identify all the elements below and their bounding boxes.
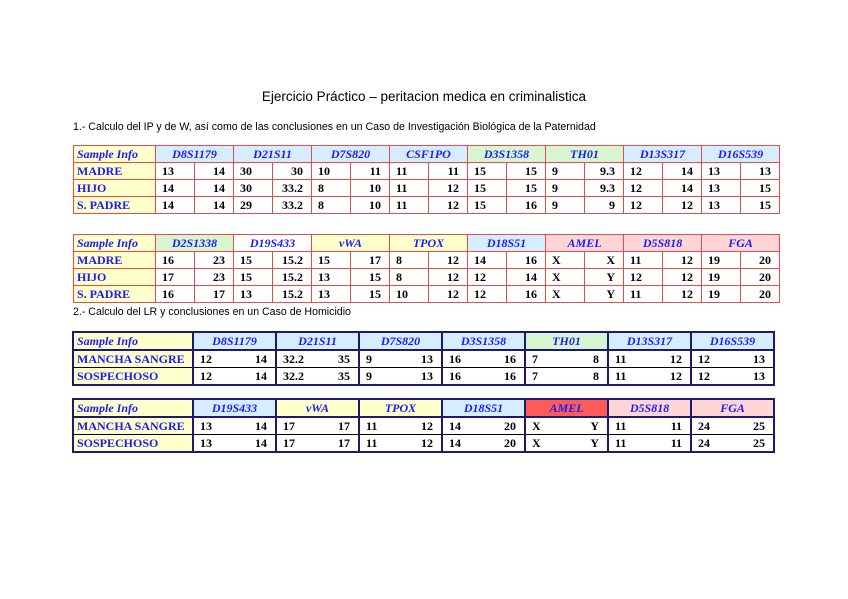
allele-value: 11 xyxy=(390,163,429,180)
allele-value: 12 xyxy=(663,252,702,269)
allele-value: 12 xyxy=(663,197,702,214)
allele-value: 20 xyxy=(484,435,526,453)
allele-value: 17 xyxy=(156,269,195,286)
allele-value: 16 xyxy=(442,368,484,386)
allele-value: 15.2 xyxy=(273,286,312,303)
allele-value: 20 xyxy=(741,252,780,269)
allele-value: 15 xyxy=(507,163,546,180)
allele-value: 12 xyxy=(663,269,702,286)
allele-value: 17 xyxy=(195,286,234,303)
allele-value: 15 xyxy=(351,269,390,286)
locus-header: D5S818 xyxy=(624,235,702,252)
allele-value: 11 xyxy=(608,417,650,435)
sample-label: HIJO xyxy=(74,180,156,197)
allele-value: 12 xyxy=(193,368,235,386)
allele-value: 12 xyxy=(650,350,692,368)
allele-value: 19 xyxy=(702,252,741,269)
allele-value: 19 xyxy=(702,286,741,303)
allele-value: 15 xyxy=(468,197,507,214)
allele-value: 14 xyxy=(468,252,507,269)
allele-value: 16 xyxy=(507,286,546,303)
locus-header: AMEL xyxy=(546,235,624,252)
sample-info-header: Sample Info xyxy=(74,146,156,163)
allele-value: 9 xyxy=(546,163,585,180)
locus-header: FGA xyxy=(691,399,774,417)
allele-value: 12 xyxy=(429,269,468,286)
table-header-row xyxy=(73,399,774,417)
locus-header: vWA xyxy=(312,235,390,252)
allele-value: 16 xyxy=(442,350,484,368)
allele-value: 14 xyxy=(195,163,234,180)
allele-value: 12 xyxy=(429,180,468,197)
allele-value: 8 xyxy=(312,197,351,214)
sample-label: S. PADRE xyxy=(74,286,156,303)
allele-value: 12 xyxy=(193,350,235,368)
allele-value: 15 xyxy=(351,286,390,303)
allele-value: 23 xyxy=(195,252,234,269)
allele-value: 9.3 xyxy=(585,180,624,197)
allele-value: 15.2 xyxy=(273,269,312,286)
allele-value: 35 xyxy=(318,350,360,368)
page-title: Ejercicio Práctico – peritacion medica en criminalistica xyxy=(261,89,587,104)
allele-value: 13 xyxy=(702,197,741,214)
allele-value: 19 xyxy=(702,269,741,286)
sample-label: SOSPECHOSO xyxy=(73,368,193,386)
sample-label: MANCHA SANGRE xyxy=(73,350,193,368)
allele-value: 13 xyxy=(193,435,235,453)
allele-value: 14 xyxy=(663,163,702,180)
allele-value: 16 xyxy=(484,350,526,368)
allele-value: 7 xyxy=(525,350,567,368)
locus-header: D18S51 xyxy=(442,399,525,417)
allele-value: 12 xyxy=(429,286,468,303)
allele-value: 12 xyxy=(401,435,443,453)
allele-value: 15 xyxy=(468,180,507,197)
allele-value: 16 xyxy=(507,252,546,269)
allele-value: 10 xyxy=(351,180,390,197)
locus-header: D5S818 xyxy=(608,399,691,417)
locus-header: D8S1179 xyxy=(156,146,234,163)
locus-header: D19S433 xyxy=(193,399,276,417)
sample-label: MADRE xyxy=(74,163,156,180)
allele-value: 7 xyxy=(525,368,567,386)
allele-value: 24 xyxy=(691,417,733,435)
allele-value: 20 xyxy=(741,286,780,303)
allele-value: 14 xyxy=(235,435,277,453)
allele-value: X xyxy=(525,435,567,453)
allele-value: 30 xyxy=(234,163,273,180)
allele-value: 25 xyxy=(733,417,775,435)
allele-value: 15 xyxy=(741,197,780,214)
allele-value: 16 xyxy=(156,252,195,269)
sample-label: MANCHA SANGRE xyxy=(73,417,193,435)
allele-value: 8 xyxy=(390,252,429,269)
allele-value: 9 xyxy=(359,350,401,368)
allele-value: 15 xyxy=(234,252,273,269)
allele-value: 9 xyxy=(359,368,401,386)
allele-value: 8 xyxy=(567,350,609,368)
allele-value: 8 xyxy=(312,180,351,197)
sample-info-header: Sample Info xyxy=(73,399,193,417)
allele-value: 15 xyxy=(234,269,273,286)
allele-value: 12 xyxy=(650,368,692,386)
locus-header: AMEL xyxy=(525,399,608,417)
locus-header: D13S317 xyxy=(624,146,702,163)
locus-header: D3S1358 xyxy=(468,146,546,163)
homicide-table-1 xyxy=(72,331,775,386)
section-1-heading: 1.- Calculo del IP y de W, así como de las conclusiones en un Caso de Investigación Biológica de la Paternidad xyxy=(73,121,596,133)
allele-value: 14 xyxy=(663,180,702,197)
locus-header: D7S820 xyxy=(312,146,390,163)
allele-value: 12 xyxy=(663,286,702,303)
allele-value: 17 xyxy=(351,252,390,269)
locus-header: D8S1179 xyxy=(193,332,276,350)
allele-value: 30 xyxy=(234,180,273,197)
locus-header: D21S11 xyxy=(276,332,359,350)
allele-value: 12 xyxy=(624,163,663,180)
paternity-table-1 xyxy=(73,145,780,214)
allele-value: 9.3 xyxy=(585,163,624,180)
locus-header: D16S539 xyxy=(691,332,774,350)
allele-value: 17 xyxy=(276,435,318,453)
allele-value: 16 xyxy=(156,286,195,303)
sample-label: S. PADRE xyxy=(74,197,156,214)
allele-value: 13 xyxy=(193,417,235,435)
allele-value: 13 xyxy=(733,368,775,386)
locus-header: D21S11 xyxy=(234,146,312,163)
allele-value: 12 xyxy=(691,368,733,386)
allele-value: 14 xyxy=(156,180,195,197)
allele-value: 8 xyxy=(567,368,609,386)
allele-value: 29 xyxy=(234,197,273,214)
locus-header: D19S433 xyxy=(234,235,312,252)
allele-value: 17 xyxy=(318,417,360,435)
table-row xyxy=(73,368,774,386)
allele-value: 12 xyxy=(624,180,663,197)
allele-value: 20 xyxy=(741,269,780,286)
allele-value: 12 xyxy=(624,197,663,214)
allele-value: 11 xyxy=(359,435,401,453)
table-row xyxy=(74,197,780,214)
allele-value: X xyxy=(585,252,624,269)
allele-value: Y xyxy=(585,269,624,286)
allele-value: 13 xyxy=(702,163,741,180)
table-header-row xyxy=(74,235,780,252)
allele-value: 13 xyxy=(156,163,195,180)
locus-header: FGA xyxy=(702,235,780,252)
allele-value: 15.2 xyxy=(273,252,312,269)
allele-value: 13 xyxy=(312,286,351,303)
locus-header: TH01 xyxy=(546,146,624,163)
allele-value: 32.2 xyxy=(276,368,318,386)
section-2-heading: 2.- Calculo del LR y conclusiones en un Caso de Homicidio xyxy=(73,306,351,318)
allele-value: 15 xyxy=(468,163,507,180)
allele-value: 13 xyxy=(401,350,443,368)
allele-value: 20 xyxy=(484,417,526,435)
allele-value: 11 xyxy=(359,417,401,435)
allele-value: X xyxy=(546,286,585,303)
allele-value: 12 xyxy=(401,417,443,435)
allele-value: 8 xyxy=(390,269,429,286)
allele-value: 16 xyxy=(507,197,546,214)
allele-value: 11 xyxy=(351,163,390,180)
locus-header: TPOX xyxy=(359,399,442,417)
allele-value: 10 xyxy=(390,286,429,303)
allele-value: 10 xyxy=(312,163,351,180)
allele-value: 12 xyxy=(624,269,663,286)
allele-value: 15 xyxy=(507,180,546,197)
locus-header: D16S539 xyxy=(702,146,780,163)
allele-value: 11 xyxy=(624,286,663,303)
allele-value: X xyxy=(546,269,585,286)
allele-value: 33.2 xyxy=(273,197,312,214)
allele-value: 12 xyxy=(429,197,468,214)
locus-header: D13S317 xyxy=(608,332,691,350)
allele-value: 11 xyxy=(608,368,650,386)
allele-value: 14 xyxy=(195,180,234,197)
table-header-row xyxy=(74,146,780,163)
allele-value: 9 xyxy=(546,180,585,197)
allele-value: 11 xyxy=(390,197,429,214)
table-row xyxy=(74,180,780,197)
allele-value: 11 xyxy=(608,350,650,368)
allele-value: 11 xyxy=(608,435,650,453)
allele-value: 14 xyxy=(507,269,546,286)
allele-value: 13 xyxy=(741,163,780,180)
locus-header: D3S1358 xyxy=(442,332,525,350)
allele-value: 14 xyxy=(442,417,484,435)
allele-value: Y xyxy=(567,417,609,435)
allele-value: 13 xyxy=(733,350,775,368)
allele-value: 17 xyxy=(276,417,318,435)
allele-value: 9 xyxy=(585,197,624,214)
sample-info-header: Sample Info xyxy=(73,332,193,350)
locus-header: D2S1338 xyxy=(156,235,234,252)
allele-value: 14 xyxy=(235,417,277,435)
table-row xyxy=(73,350,774,368)
table-row xyxy=(74,163,780,180)
locus-header: TH01 xyxy=(525,332,608,350)
sample-label: MADRE xyxy=(74,252,156,269)
allele-value: 13 xyxy=(312,269,351,286)
allele-value: 14 xyxy=(156,197,195,214)
locus-header: D7S820 xyxy=(359,332,442,350)
sample-info-header: Sample Info xyxy=(74,235,156,252)
locus-header: vWA xyxy=(276,399,359,417)
allele-value: 11 xyxy=(650,435,692,453)
allele-value: 35 xyxy=(318,368,360,386)
allele-value: 23 xyxy=(195,269,234,286)
allele-value: 15 xyxy=(312,252,351,269)
table-row xyxy=(74,286,780,303)
table-row xyxy=(73,435,774,453)
table-row xyxy=(73,417,774,435)
allele-value: 15 xyxy=(741,180,780,197)
locus-header: D18S51 xyxy=(468,235,546,252)
allele-value: 11 xyxy=(650,417,692,435)
allele-value: 11 xyxy=(624,252,663,269)
allele-value: 12 xyxy=(691,350,733,368)
allele-value: 30 xyxy=(273,163,312,180)
allele-value: 25 xyxy=(733,435,775,453)
allele-value: 12 xyxy=(468,269,507,286)
table-header-row xyxy=(73,332,774,350)
allele-value: 14 xyxy=(195,197,234,214)
allele-value: 14 xyxy=(442,435,484,453)
allele-value: 11 xyxy=(390,180,429,197)
allele-value: 32.2 xyxy=(276,350,318,368)
table-row xyxy=(74,269,780,286)
allele-value: 12 xyxy=(429,252,468,269)
allele-value: 9 xyxy=(546,197,585,214)
homicide-table-2 xyxy=(72,398,775,453)
allele-value: 13 xyxy=(234,286,273,303)
locus-header: CSF1PO xyxy=(390,146,468,163)
sample-label: SOSPECHOSO xyxy=(73,435,193,453)
allele-value: 33.2 xyxy=(273,180,312,197)
table-row xyxy=(74,252,780,269)
allele-value: 12 xyxy=(468,286,507,303)
allele-value: X xyxy=(546,252,585,269)
allele-value: 14 xyxy=(235,350,277,368)
allele-value: 13 xyxy=(401,368,443,386)
allele-value: 17 xyxy=(318,435,360,453)
sample-label: HIJO xyxy=(74,269,156,286)
allele-value: 14 xyxy=(235,368,277,386)
paternity-table-2 xyxy=(73,234,780,303)
locus-header: TPOX xyxy=(390,235,468,252)
allele-value: 24 xyxy=(691,435,733,453)
allele-value: Y xyxy=(585,286,624,303)
allele-value: 10 xyxy=(351,197,390,214)
allele-value: 11 xyxy=(429,163,468,180)
allele-value: Y xyxy=(567,435,609,453)
allele-value: 16 xyxy=(484,368,526,386)
allele-value: X xyxy=(525,417,567,435)
allele-value: 13 xyxy=(702,180,741,197)
